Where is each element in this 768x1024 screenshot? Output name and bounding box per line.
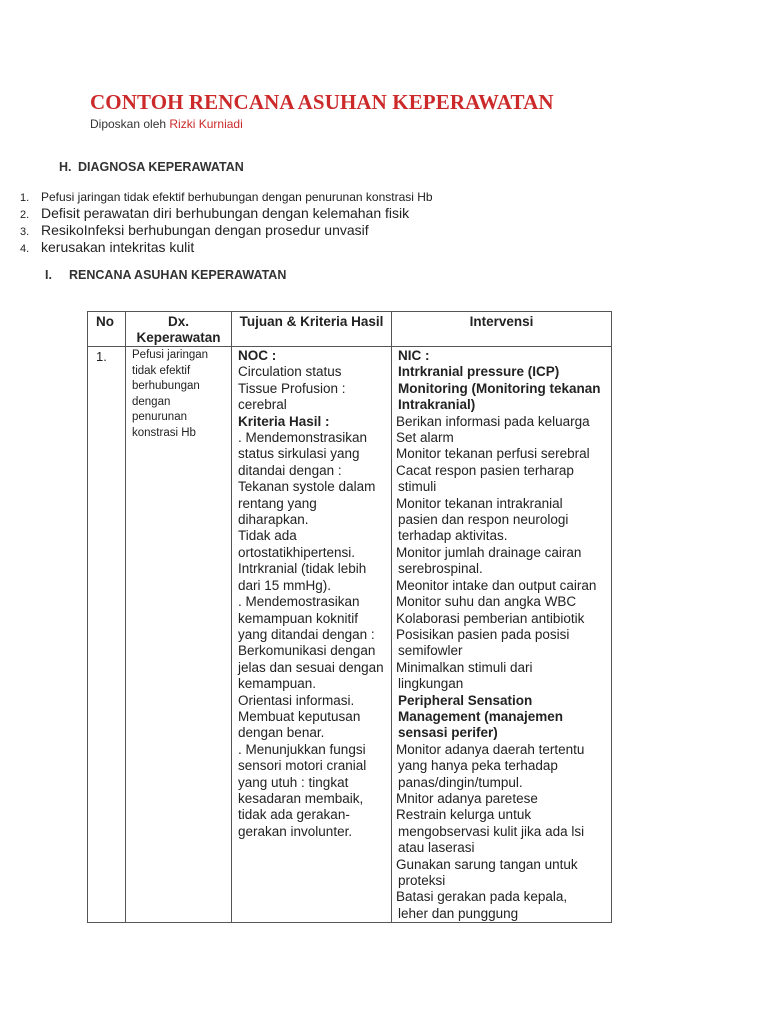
diagnosis-item bbox=[20, 222, 433, 239]
kriteria-item: . Mendemonstrasikan status sirkulasi yang ditandai dengan : bbox=[238, 430, 368, 478]
intervention-line: Monitor tekanan perfusi serebral bbox=[396, 446, 590, 462]
header-tujuan: Tujuan & Kriteria Hasil bbox=[232, 312, 392, 347]
intervention-item bbox=[396, 627, 609, 660]
intervention-line: yang hanya peka terhadap bbox=[398, 758, 558, 774]
section-i-number: I. bbox=[45, 268, 52, 282]
intervention-item bbox=[396, 545, 609, 578]
kriteria-item: Orientasi informasi. bbox=[238, 692, 355, 708]
intervention-line: Berikan informasi pada keluarga bbox=[396, 413, 590, 429]
kriteria-item: Berkomunikasi dengan jelas dan sesuai dengan kemampuan. bbox=[238, 643, 384, 692]
diagnosis-item bbox=[20, 205, 433, 222]
diagnosis-number: 4. bbox=[20, 243, 30, 255]
header-no: No bbox=[88, 312, 126, 347]
diagnosis-number: 1. bbox=[20, 192, 30, 204]
intervention-line: lingkungan bbox=[398, 676, 464, 692]
table-header-row bbox=[88, 312, 612, 347]
noc-item: Tissue Profusion : cerebral bbox=[238, 380, 346, 413]
header-dx: Dx. Keperawatan bbox=[126, 312, 232, 347]
intervention-item bbox=[396, 496, 609, 545]
row-tujuan bbox=[232, 347, 392, 923]
kriteria-item: Tekanan systole dalam rentang yang diharapkan. bbox=[238, 479, 376, 528]
intervention-line: mengobservasi kulit jika ada lsi bbox=[398, 823, 585, 839]
diagnosis-number: 2. bbox=[20, 209, 30, 221]
author-link[interactable]: Rizki Kurniadi bbox=[169, 117, 243, 131]
intervention-line: Monitor tekanan intrakranial bbox=[396, 495, 563, 511]
intervention-item bbox=[396, 742, 609, 791]
intervention-line: Meonitor intake dan output cairan bbox=[396, 577, 597, 593]
diagnosis-list bbox=[20, 189, 433, 256]
intervention-item bbox=[396, 594, 609, 610]
header-intervensi: Intervensi bbox=[392, 312, 612, 347]
diagnosis-item bbox=[20, 189, 433, 205]
section-h-title: DIAGNOSA KEPERAWATAN bbox=[78, 160, 244, 174]
intervention-line: pasien dan respon neurologi bbox=[398, 512, 569, 528]
intervention-line: Minimalkan stimuli dari bbox=[396, 659, 533, 675]
intervention-line: leher dan punggung bbox=[398, 905, 519, 921]
page-title: CONTOH RENCANA ASUHAN KEPERAWATAN bbox=[90, 90, 554, 114]
intervention-line: Monitor adanya daerah tertentu bbox=[396, 741, 585, 757]
intervention-item bbox=[396, 446, 609, 462]
icp-list bbox=[396, 414, 609, 693]
intervention-line: Cacat respon pasien terharap bbox=[396, 462, 574, 478]
nic-label: NIC : bbox=[398, 348, 430, 363]
intervention-line: Monitor jumlah drainage cairan bbox=[396, 544, 582, 560]
table-row bbox=[88, 347, 612, 923]
kriteria-item: Intrkranial (tidak lebih dari 15 mmHg). bbox=[238, 561, 367, 593]
section-h-number: H. bbox=[59, 160, 72, 174]
kriteria-item: . Menunjukkan fungsi sensori motori cranial yang utuh : tingkat kesadaran membaik, tidak ada gerakan-gerakan involunter. bbox=[238, 741, 367, 839]
section-i-title: RENCANA ASUHAN KEPERAWATAN bbox=[69, 268, 287, 282]
intervention-line: Monitor suhu dan angka WBC bbox=[396, 594, 577, 610]
section-i-heading bbox=[45, 268, 286, 282]
intervention-item bbox=[396, 578, 609, 594]
intervention-line: Kolaborasi pemberian antibiotik bbox=[396, 610, 585, 626]
intervention-line: panas/dingin/tumpul. bbox=[398, 774, 523, 790]
intervention-item bbox=[396, 807, 609, 856]
intervention-item bbox=[396, 660, 609, 693]
diagnosis-number: 3. bbox=[20, 226, 30, 238]
kriteria-item: Tidak ada ortostatikhipertensi. bbox=[238, 528, 356, 560]
kriteria-item: . Mendemostrasikan kemampuan koknitif yang ditandai dengan : bbox=[238, 594, 375, 642]
intervention-line: serebrospinal. bbox=[398, 561, 483, 577]
intervention-line: atau laserasi bbox=[398, 840, 475, 856]
intervention-item bbox=[396, 463, 609, 496]
intervention-line: proteksi bbox=[398, 873, 446, 888]
row-number: 1. bbox=[88, 347, 126, 923]
intervention-item bbox=[396, 414, 609, 430]
intervention-line: Set alarm bbox=[396, 430, 454, 446]
noc-item: Circulation status bbox=[238, 364, 342, 380]
diagnosis-text: ResikoInfeksi berhubungan dengan prosedur unvasif bbox=[41, 222, 369, 238]
intervention-item bbox=[396, 430, 609, 446]
intervention-line: Batasi gerakan pada kepala, bbox=[396, 889, 568, 905]
intervention-line: Posisikan pasien pada posisi bbox=[396, 626, 570, 642]
intervention-line: Restrain kelurga untuk bbox=[396, 807, 532, 823]
intervention-line: semifowler bbox=[398, 643, 463, 659]
kriteria-item: Membuat keputusan dengan benar. bbox=[238, 708, 361, 741]
byline-prefix: Diposkan oleh bbox=[90, 117, 170, 131]
psm-list bbox=[396, 742, 609, 922]
intervention-line: terhadap aktivitas. bbox=[398, 528, 508, 544]
section-h-heading bbox=[59, 160, 244, 174]
kriteria-list bbox=[238, 430, 389, 840]
row-intervensi bbox=[392, 347, 612, 923]
kriteria-label: Kriteria Hasil : bbox=[238, 413, 330, 429]
care-plan-table bbox=[87, 311, 612, 923]
diagnosis-text: kerusakan intekritas kulit bbox=[41, 239, 195, 255]
diagnosis-item bbox=[20, 239, 433, 256]
icp-heading: Intrkranial pressure (ICP) Monitoring (Monitoring tekanan Intrakranial) bbox=[398, 364, 601, 413]
byline bbox=[90, 117, 243, 131]
intervention-line: stimuli bbox=[398, 479, 437, 495]
noc-label: NOC : bbox=[238, 348, 277, 363]
diagnosis-text: Pefusi jaringan tidak efektif berhubungan dengan penurunan konstrasi Hb bbox=[41, 190, 433, 204]
intervention-item bbox=[396, 791, 609, 807]
intervention-item bbox=[396, 611, 609, 627]
intervention-item bbox=[396, 889, 609, 922]
diagnosis-text: Defisit perawatan diri berhubungan dengan kelemahan fisik bbox=[41, 205, 410, 221]
intervention-line: Gunakan sarung tangan untuk bbox=[396, 856, 578, 872]
row-diagnosis: Pefusi jaringan tidak efektif berhubungan dengan penurunan konstrasi Hb bbox=[126, 347, 232, 923]
intervention-line: Mnitor adanya paretese bbox=[396, 790, 538, 806]
psm-heading: Peripheral Sensation Management (manajemen sensasi perifer) bbox=[398, 692, 564, 741]
intervention-item bbox=[396, 857, 609, 890]
